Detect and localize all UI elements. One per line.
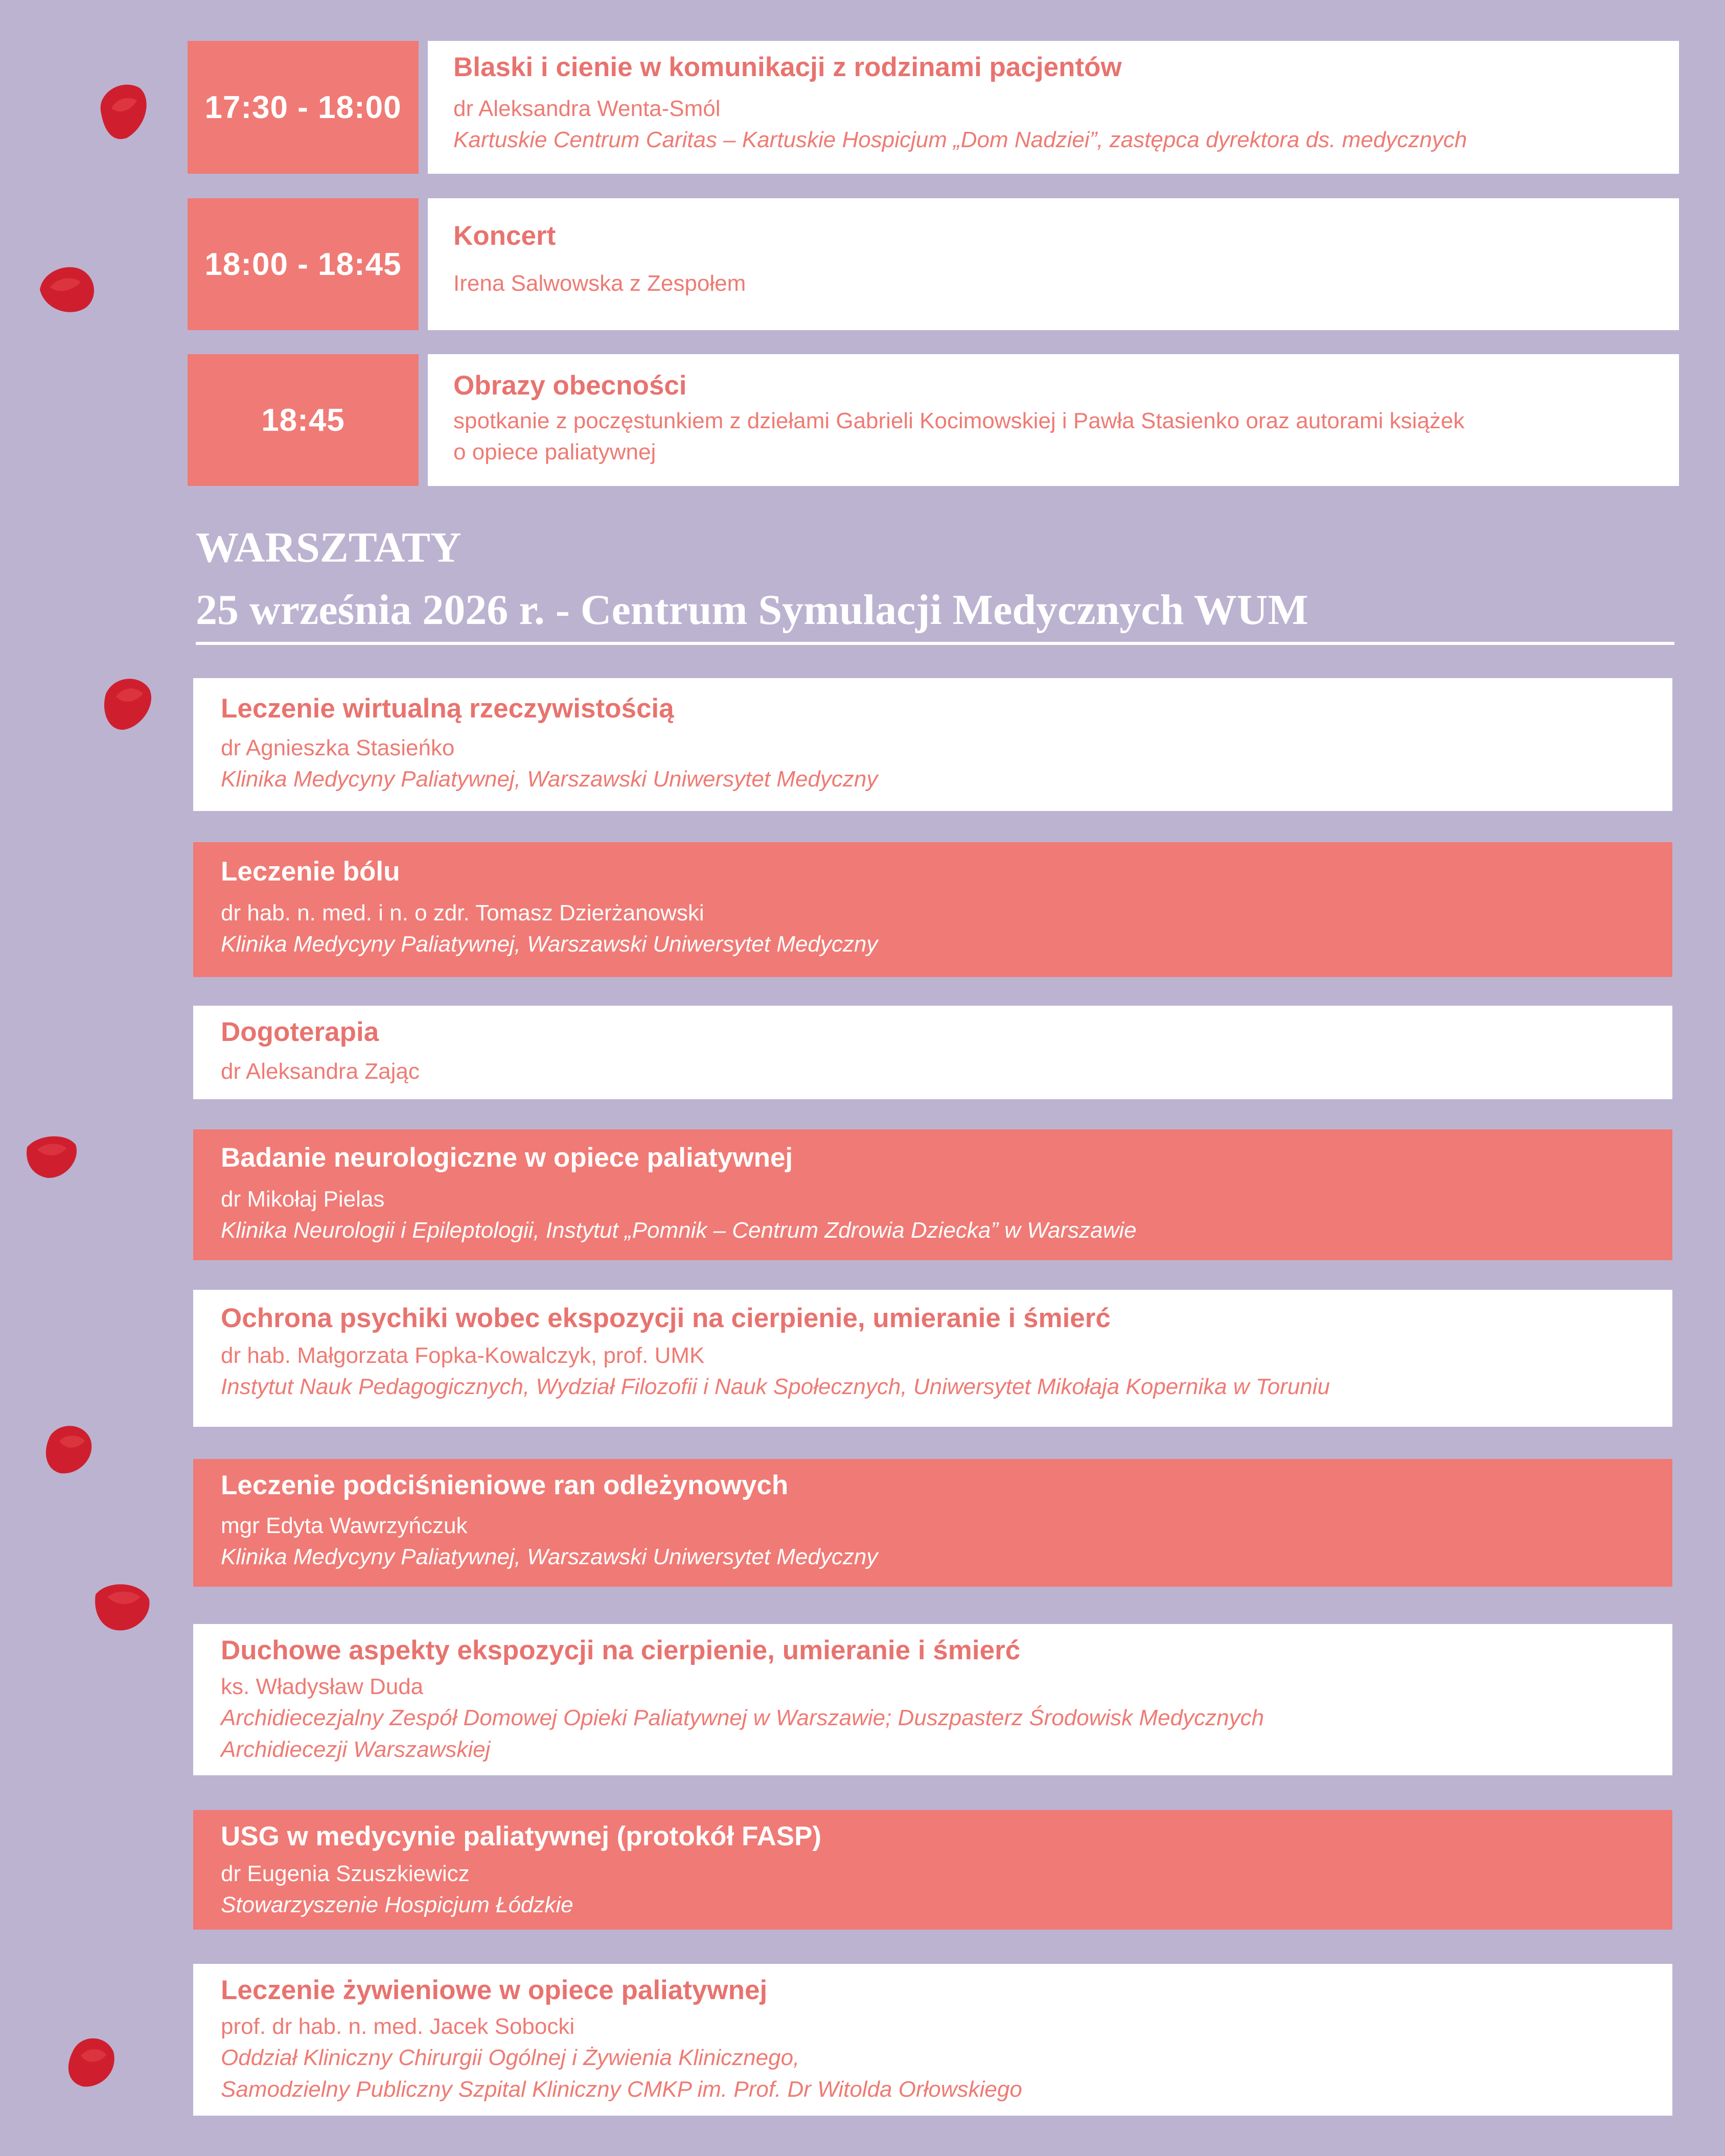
workshop-affiliation-line: Archidiecezji Warszawskiej [221, 1736, 491, 1762]
workshop-affiliation-line: Archidiecezjalny Zespół Domowej Opieki Paliatywnej w Warszawie; Duszpasterz Środowisk Medycznych [221, 1705, 1264, 1731]
rose-petal-icon [62, 2031, 116, 2090]
program-speaker: dr Aleksandra Wenta-Smól [453, 96, 721, 121]
time-label: 17:30 - 18:00 [204, 89, 402, 125]
rose-petal-icon [35, 262, 99, 315]
program-item-2 [428, 198, 1679, 330]
rose-petal-icon [40, 1418, 94, 1477]
program-speaker: Irena Salwowska z Zespołem [453, 270, 746, 296]
workshop-speaker: ks. Władysław Duda [221, 1674, 424, 1699]
workshop-affiliation-line: Samodzielny Publiczny Szpital Kliniczny CMKP im. Prof. Dr Witolda Orłowskiego [221, 2076, 1022, 2102]
workshop-speaker: dr Eugenia Szuszkiewicz [221, 1861, 470, 1886]
rose-petal-icon [25, 1132, 78, 1180]
program-item-1 [428, 41, 1679, 174]
workshop-speaker: dr hab. Małgorzata Fopka-Kowalczyk, prof. UMK [221, 1342, 705, 1368]
workshop-speaker: prof. dr hab. n. med. Jacek Sobocki [221, 2013, 575, 2039]
program-title: Koncert [453, 221, 556, 251]
workshop-item [193, 678, 1672, 811]
program-title: Obrazy obecności [453, 370, 687, 401]
workshop-speaker: dr Agnieszka Stasieńko [221, 735, 455, 760]
workshop-affiliation-line: Oddział Kliniczny Chirurgii Ogólnej i Żywienia Klinicznego, [221, 2045, 800, 2071]
workshops-title: WARSZTATY [196, 524, 462, 571]
workshop-item [193, 1624, 1672, 1775]
workshop-title: Leczenie podciśnieniowe ran odleżynowych [221, 1470, 789, 1500]
workshop-item [193, 1459, 1672, 1587]
workshop-title: Dogoterapia [221, 1017, 379, 1047]
program-description-line: spotkanie z poczęstunkiem z dziełami Gabrieli Kocimowskiej i Pawła Stasienko oraz autorami książek [453, 408, 1465, 433]
workshop-affiliation: Stowarzyszenie Hospicjum Łódzkie [221, 1892, 573, 1918]
heading-divider [196, 642, 1674, 645]
workshop-speaker: mgr Edyta Wawrzyńczuk [221, 1513, 468, 1538]
workshop-title: Badanie neurologiczne w opiece paliatywnej [221, 1143, 793, 1173]
workshop-title: Leczenie wirtualną rzeczywistością [221, 693, 674, 724]
workshop-affiliation: Klinika Medycyny Paliatywnej, Warszawski Uniwersytet Medyczny [221, 1544, 878, 1570]
workshop-item [193, 1006, 1672, 1099]
workshop-item [193, 1290, 1672, 1427]
time-slot-1 [188, 41, 419, 174]
workshop-title: Duchowe aspekty ekspozycji na cierpienie, umieranie i śmierć [221, 1635, 1021, 1665]
program-description-line: o opiece paliatywnej [453, 439, 656, 465]
time-slot-3 [188, 354, 419, 486]
workshop-affiliation: Klinika Neurologii i Epileptologii, Instytut „Pomnik – Centrum Zdrowia Dziecka” w Warszawie [221, 1218, 1137, 1243]
workshop-affiliation: Klinika Medycyny Paliatywnej, Warszawski Uniwersytet Medyczny [221, 932, 878, 957]
program-title: Blaski i cienie w komunikacji z rodzinami pacjentów [453, 52, 1122, 82]
workshop-item [193, 842, 1672, 977]
rose-petal-icon [98, 674, 154, 732]
workshop-item [193, 1129, 1672, 1260]
workshop-speaker: dr hab. n. med. i n. o zdr. Tomasz Dzierżanowski [221, 900, 704, 925]
time-label: 18:00 - 18:45 [204, 246, 402, 282]
program-item-3 [428, 354, 1679, 486]
rose-petal-icon [93, 1579, 152, 1634]
program-affiliation: Kartuskie Centrum Caritas – Kartuskie Hospicjum „Dom Nadziei”, zastępca dyrektora ds. medycznych [453, 127, 1467, 153]
workshop-title: USG w medycynie paliatywnej (protokół FASP) [221, 1821, 822, 1851]
workshop-title: Leczenie bólu [221, 856, 400, 887]
workshop-item [193, 1810, 1672, 1930]
time-label: 18:45 [261, 402, 345, 438]
workshop-title: Ochrona psychiki wobec ekspozycji na cierpienie, umieranie i śmierć [221, 1303, 1111, 1333]
workshop-speaker: dr Aleksandra Zając [221, 1058, 420, 1084]
workshop-speaker: dr Mikołaj Pielas [221, 1186, 385, 1212]
workshop-title: Leczenie żywieniowe w opiece paliatywnej [221, 1975, 768, 2005]
rose-petal-icon [91, 78, 152, 144]
workshop-item [193, 1964, 1672, 2116]
workshops-subtitle: 25 września 2026 r. - Centrum Symulacji Medycznych WUM [196, 586, 1308, 634]
workshop-affiliation: Instytut Nauk Pedagogicznych, Wydział Filozofii i Nauk Społecznych, Uniwersytet Mikołaja Kopernika w Toruniu [221, 1374, 1330, 1400]
workshop-affiliation: Klinika Medycyny Paliatywnej, Warszawski Uniwersytet Medyczny [221, 767, 878, 792]
time-slot-2 [188, 198, 419, 330]
